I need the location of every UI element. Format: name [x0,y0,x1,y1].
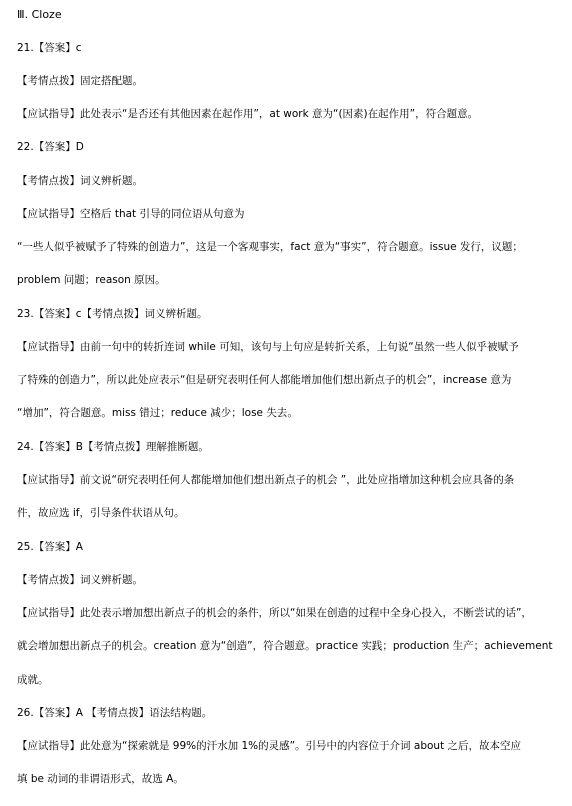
analysis-22: 【考情点拨】词义辨析题。 [17,175,143,187]
guidance-25-line-1: 【应试指导】此处表示增加想出新点子的机会的条件，所以“如果在创造的过程中全身心投入，不断尝试的话”， [17,607,532,619]
guidance-23-line-3: “增加”，符合题意。miss 错过；reduce 减少；lose 失去。 [17,407,298,419]
answer-24: 24.【答案】B【考情点拨】理解推断题。 [17,441,209,453]
answer-25: 25.【答案】A [17,541,83,553]
guidance-24-line-2: 件，故应选 if，引导条件状语从句。 [17,507,185,519]
guidance-22-line-1: 【应试指导】空格后 that 引导的同位语从句意为 [17,208,245,220]
guidance-25-line-2: 就会增加想出新点子的机会。creation 意为“创造”，符合题意。practice 实践；production 生产；achievement [17,640,553,652]
guidance-24-line-1: 【应试指导】前文说“研究表明任何人都能增加他们想出新点子的机会 ”，此处应指增加这种机会应具备的条 [17,474,515,486]
guidance-22-line-3: problem 问题；reason 原因。 [17,274,166,286]
guidance-26-line-2: 填 be 动词的非谓语形式，故选 A。 [17,773,184,785]
guidance-22-line-2: “一些人似乎被赋予了特殊的创造力”，这是一个客观事实，fact 意为“事实”，符合题意。issue 发行，议题； [17,241,523,253]
guidance-25-line-3: 成就。 [17,674,49,686]
answer-21: 21.【答案】c [17,42,82,54]
answer-23: 23.【答案】c【考情点拨】词义辨析题。 [17,308,208,320]
guidance-21: 【应试指导】此处表示“是否还有其他因素在起作用”，at work 意为“(因素)在起作用”，符合题意。 [17,108,479,120]
answer-22: 22.【答案】D [17,141,84,153]
analysis-21: 【考情点拨】固定搭配题。 [17,75,143,87]
guidance-26-line-1: 【应试指导】此处意为“探索就是 99%的汗水加 1%的灵感”。引号中的内容位于介词 about 之后，故本空应 [17,740,522,752]
guidance-23-line-1: 【应试指导】由前一句中的转折连词 while 可知，该句与上句应是转折关系，上句说“虽然一些人似乎被赋予 [17,341,519,353]
section-title: Ⅲ. Cloze [17,8,62,21]
guidance-23-line-2: 了特殊的创造力”，所以此处应表示“但是研究表明任何人都能增加他们想出新点子的机会”，increase 意为 [17,374,512,386]
analysis-25: 【考情点拨】词义辨析题。 [17,574,143,586]
answer-26: 26.【答案】A 【考情点拨】语法结构题。 [17,707,213,719]
